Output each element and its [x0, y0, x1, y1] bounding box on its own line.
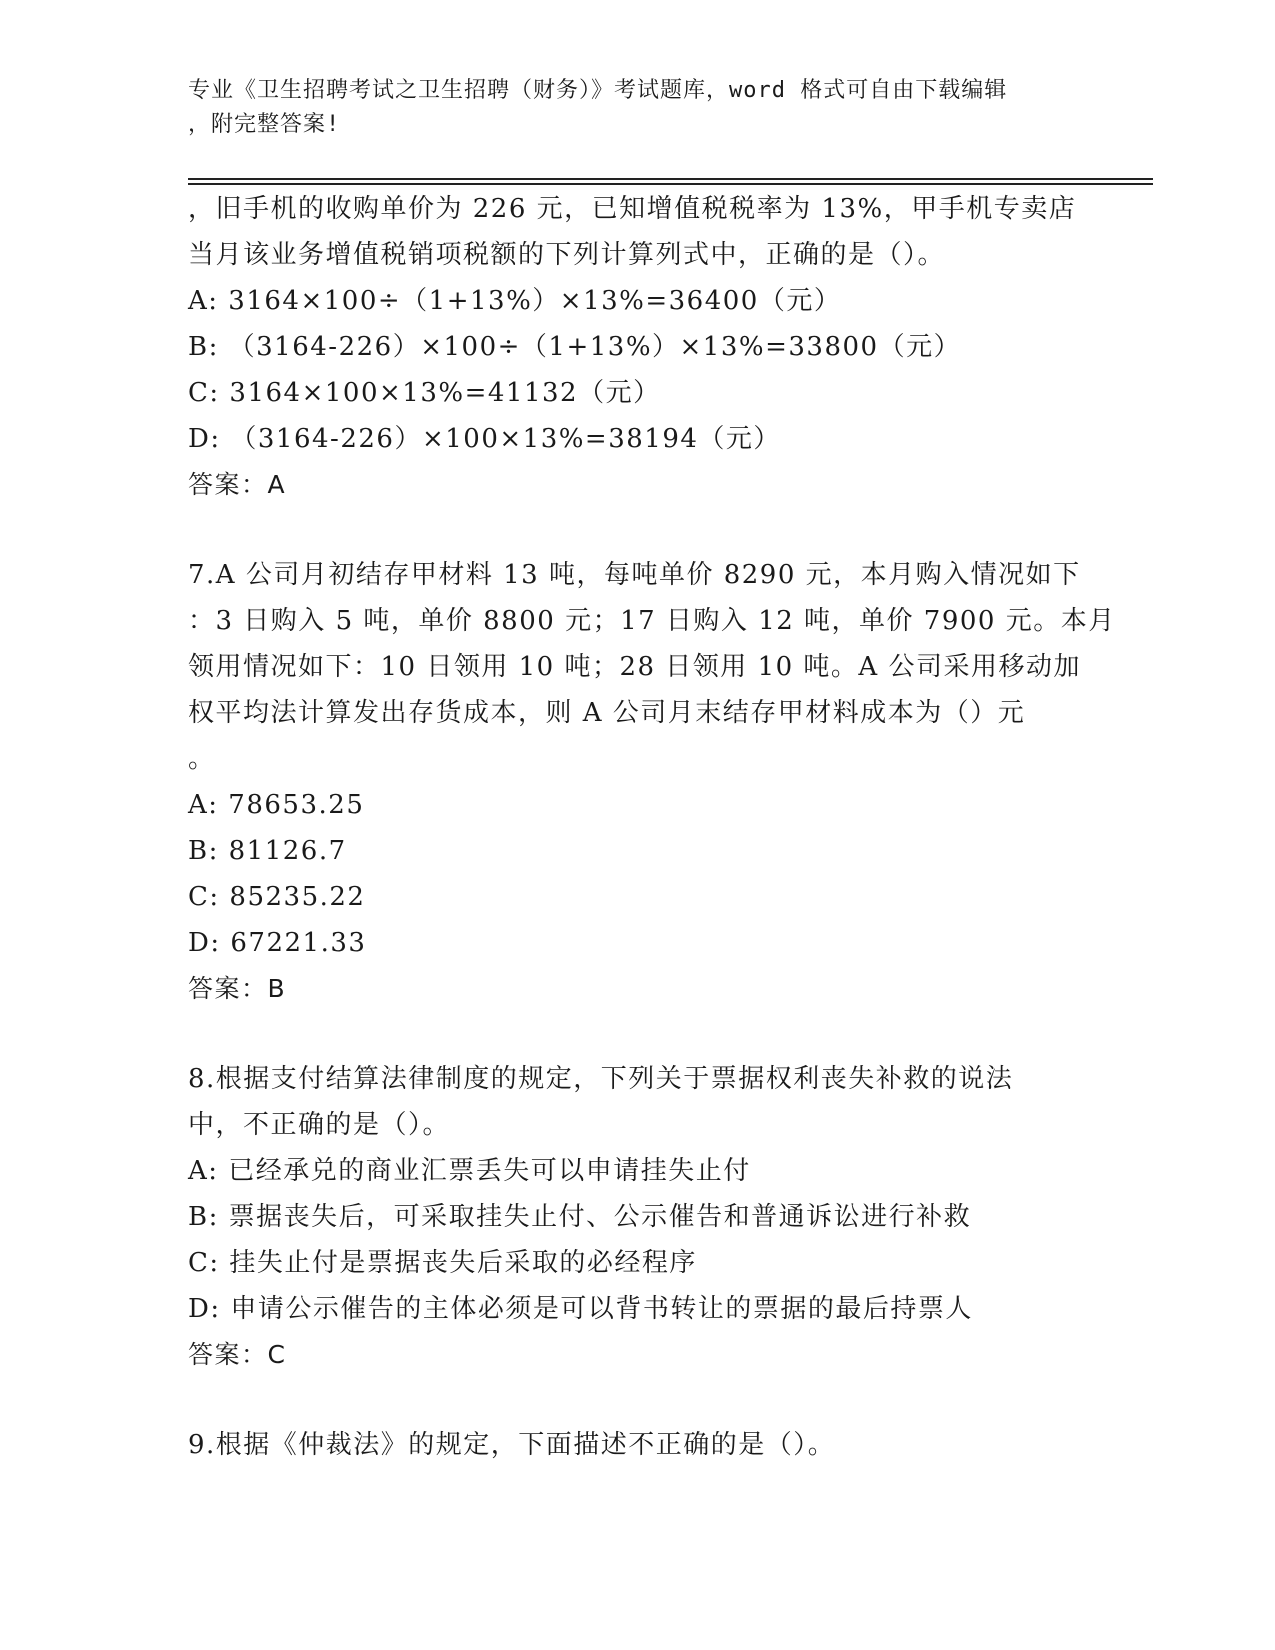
- header-divider-top: [188, 178, 1153, 180]
- spacer: [188, 1012, 1148, 1056]
- answer: 答案：C: [188, 1340, 287, 1369]
- question-8: [188, 1056, 1148, 1378]
- question-text-line: 领用情况如下：10 日领用 10 吨；28 日领用 10 吨。A 公司采用移动加: [188, 652, 1081, 682]
- option-d: D: 67221.33: [188, 928, 367, 958]
- answer: 答案：A: [188, 470, 287, 499]
- option-b: B: 票据丧失后，可采取挂失止付、公示催告和普通诉讼进行补救: [188, 1202, 972, 1232]
- option-b: B: 81126.7: [188, 836, 347, 866]
- option-a: A: 已经承兑的商业汇票丢失可以申请挂失止付: [188, 1156, 751, 1186]
- question-text-line: ，旧手机的收购单价为 226 元，已知增值税税率为 13%，甲手机专卖店: [188, 194, 1077, 224]
- question-6: [188, 186, 1148, 508]
- header-line-1: 专业《卫生招聘考试之卫生招聘（财务）》考试题库，word 格式可自由下载编辑: [188, 78, 1008, 103]
- question-text-line: 中，不正确的是（）。: [188, 1110, 451, 1140]
- question-text-line: 8.根据支付结算法律制度的规定，下列关于票据权利丧失补救的说法: [188, 1064, 1014, 1094]
- question-7: [188, 552, 1148, 1012]
- option-c: C: 挂失止付是票据丧失后采取的必经程序: [188, 1248, 697, 1278]
- question-9: [188, 1422, 1148, 1468]
- question-text-line: 9.根据《仲裁法》的规定，下面描述不正确的是（）。: [188, 1430, 836, 1460]
- spacer: [188, 1378, 1148, 1422]
- option-d: D: （3164-226）×100×13%=38194（元）: [188, 424, 781, 454]
- document-header: [188, 74, 1068, 142]
- option-c: C: 3164×100×13%=41132（元）: [188, 378, 661, 408]
- option-a: A: 78653.25: [188, 790, 365, 820]
- option-b: B: （3164-226）×100÷（1+13%）×13%=33800（元）: [188, 332, 962, 362]
- header-divider-bottom: [188, 183, 1153, 185]
- option-a: A: 3164×100÷（1+13%）×13%=36400（元）: [188, 286, 842, 316]
- question-text-line: ：3 日购入 5 吨，单价 8800 元；17 日购入 12 吨，单价 7900 元。本月: [188, 606, 1116, 636]
- header-line-2: ，附完整答案!: [188, 112, 341, 137]
- question-text-line: 权平均法计算发出存货成本，则 A 公司月末结存甲材料成本为（）元: [188, 698, 1026, 728]
- question-text-line: 当月该业务增值税销项税额的下列计算列式中，正确的是（）。: [188, 240, 946, 270]
- document-body: [188, 186, 1148, 1468]
- option-d: D: 申请公示催告的主体必须是可以背书转让的票据的最后持票人: [188, 1294, 973, 1324]
- question-text-line: 。: [188, 744, 216, 774]
- option-c: C: 85235.22: [188, 882, 366, 912]
- spacer: [188, 508, 1148, 552]
- answer: 答案：B: [188, 974, 287, 1003]
- question-text-line: 7.A 公司月初结存甲材料 13 吨，每吨单价 8290 元，本月购入情况如下: [188, 560, 1081, 590]
